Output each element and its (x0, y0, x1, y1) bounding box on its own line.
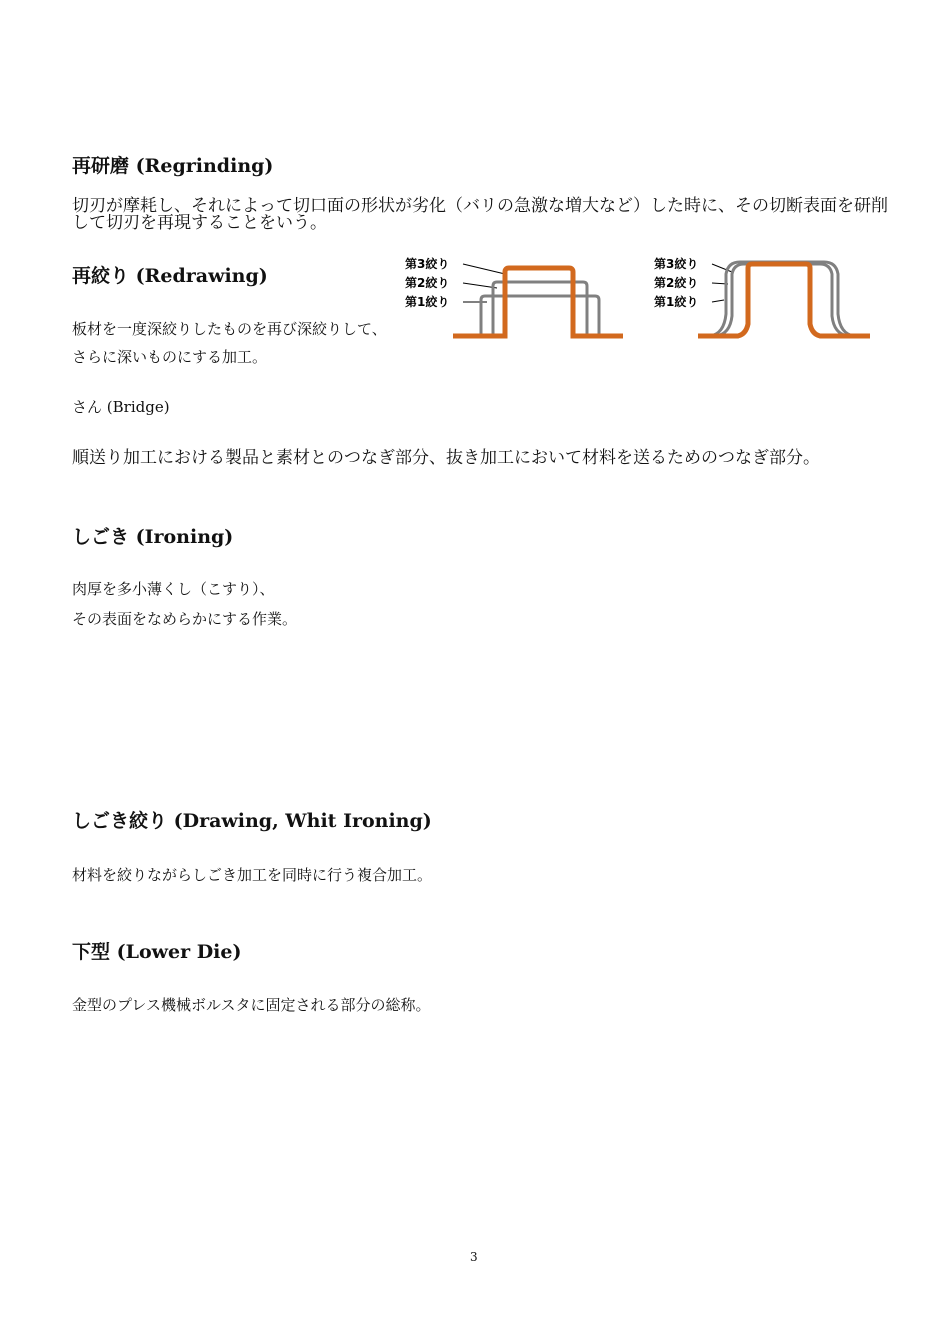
heading-regrinding: 再研磨 (Regrinding) (72, 155, 274, 177)
body-lower-die: 金型のプレス機械ボルスタに固定される部分の総称。 (72, 996, 431, 1014)
fig-right-label-1: 第1絞り (654, 295, 699, 309)
redrawing-figure-left (405, 254, 627, 344)
fig-left-label-1: 第1絞り (405, 295, 450, 309)
heading-redrawing: 再絞り (Redrawing) (72, 265, 268, 287)
fig-left-label-3: 第3絞り (405, 257, 450, 271)
heading-lower-die: 下型 (Lower Die) (72, 941, 242, 963)
body-drawing-ironing: 材料を絞りながらしごき加工を同時に行う複合加工。 (72, 866, 433, 884)
stage1-outline (700, 262, 868, 336)
stage1-outline (455, 296, 621, 336)
heading-bridge: さん (Bridge) (72, 398, 170, 416)
body-redrawing-line1: 板材を一度深絞りしたものを再び深絞りして、 (72, 320, 387, 338)
leader-line (712, 300, 724, 302)
body-ironing-line1: 肉厚を多小薄くし（こすり）、 (72, 580, 275, 598)
body-regrinding: 切刃が摩耗し、それによって切口面の形状が劣化（バリの急激な増大など）した時に、その切断表面を研削して切刃を再現することをいう。 (72, 196, 888, 233)
body-redrawing-line2: さらに深いものにする加工。 (72, 348, 268, 366)
redrawing-figure-right (654, 254, 874, 344)
fig-right-label-2: 第2絞り (654, 276, 699, 290)
heading-drawing-ironing: しごき絞り (Drawing, Whit Ironing) (72, 810, 432, 832)
body-ironing-line2: その表面をなめらかにする作業。 (72, 610, 298, 628)
fig-right-label-3: 第3絞り (654, 257, 699, 271)
heading-ironing: しごき (Ironing) (72, 526, 234, 548)
fig-left-label-2: 第2絞り (405, 276, 450, 290)
leader-line (463, 264, 505, 274)
page-number: 3 (470, 1250, 478, 1264)
body-bridge: 順送り加工における製品と素材とのつなぎ部分、抜き加工において材料を送るためのつなぎ部分。 (72, 448, 820, 468)
